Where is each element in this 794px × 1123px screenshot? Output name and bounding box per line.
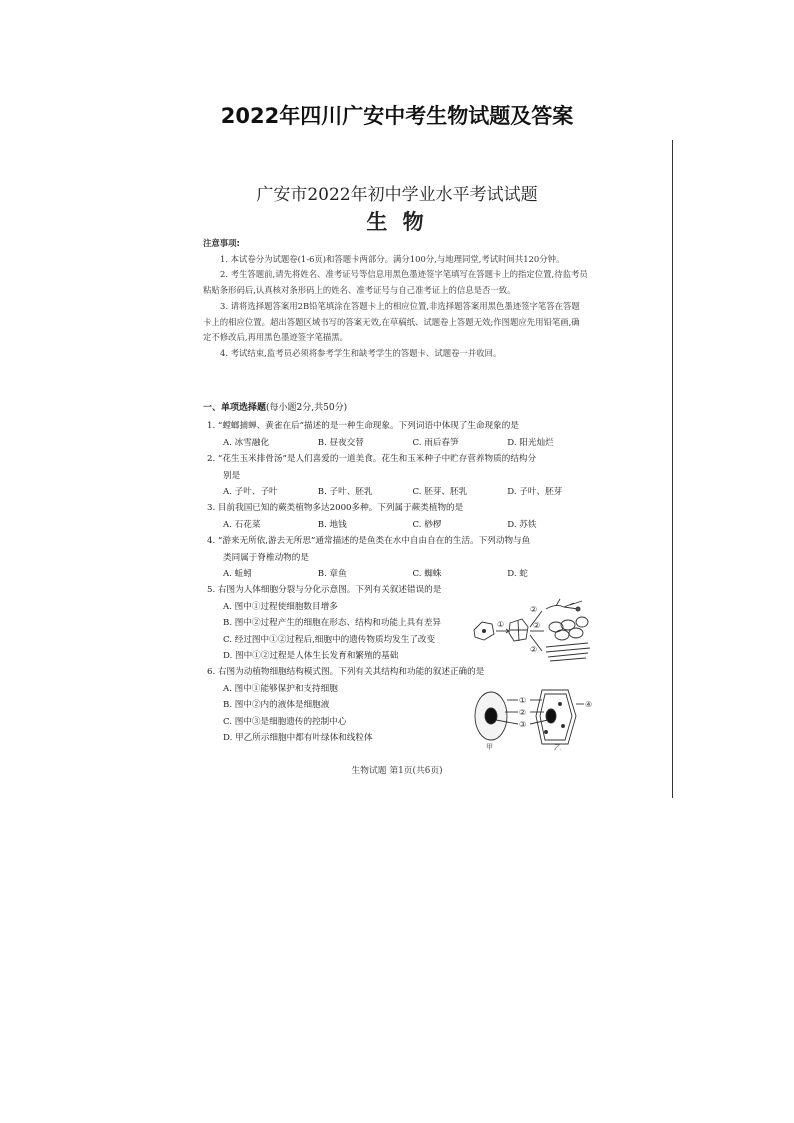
question-3 xyxy=(207,500,602,533)
label-4: ④ xyxy=(585,700,593,709)
notes-block xyxy=(203,236,588,362)
option-a: A. 图中①过程使细胞数目增多 xyxy=(223,601,338,612)
cell-division-figure xyxy=(470,597,595,665)
note-item: 3. 请将选择题答案用2B铅笔填涂在答题卡上的相应位置,非选择题答案用黑色墨迹签字笔答在答题卡上的相应位置。超出答题区域书写的答案无效,在草稿纸、试题卷上答题无效;作图题应先用铅笔画,确定不修改后,再用黑色墨迹签字笔描黑。 xyxy=(203,300,580,343)
question-stem: 4. “游来无所依,游去无所思”通常描述的是鱼类在水中自由自在的生活。下列动物与鱼 xyxy=(207,536,531,546)
section-heading xyxy=(203,400,347,413)
label-2c: ② xyxy=(530,645,538,654)
label-1: ① xyxy=(519,696,527,705)
question-stem: 1. “螳螂捕蝉、黄雀在后”描述的是一种生命现象。下列词语中体现了生命现象的是 xyxy=(207,421,519,431)
section-note: (每小题2分,共50分) xyxy=(266,403,348,413)
option-b: B. 子叶、胚乳 xyxy=(317,487,373,497)
label-2: ② xyxy=(519,708,527,717)
option-c: C. 蜘蛛 xyxy=(412,569,442,579)
option-b: B. 章鱼 xyxy=(317,569,347,579)
caption-jia: 甲 xyxy=(486,743,493,750)
option-d: D. 苏铁 xyxy=(507,519,537,530)
section-title: 一、单项选择题 xyxy=(203,403,267,413)
option-b: B. 图中②过程产生的细胞在形态、结构和功能上具有差异 xyxy=(223,618,442,628)
option-a: A. 蚯蚓 xyxy=(223,569,252,579)
note-item: 2. 考生答题前,请先将姓名、准考证号等信息用黑色墨迹签字笔填写在答题卡上的指定位置,待监考员粘贴条形码后,认真核对条形码上的姓名、准考证号与自己准考证上的信息是否一致。 xyxy=(203,269,588,296)
option-c: C. 图中③是细胞遗传的控制中心 xyxy=(223,716,347,727)
option-c: C. 桫椤 xyxy=(412,519,442,530)
note-item: 1. 本试卷分为试题卷(1-6页)和答题卡两部分。满分100分,与地理同堂,考试时间共120分钟。 xyxy=(220,253,565,264)
page-footer: 生物试题 第1页(共6页) xyxy=(351,766,443,776)
label-2b: ② xyxy=(533,621,541,630)
label-2a: ② xyxy=(530,605,538,614)
animal-nucleus xyxy=(485,708,497,724)
option-c: C. 雨后春笋 xyxy=(412,437,459,448)
note-item: 4. 考试结束,监考员必须将参考学生和缺考学生的答题卡、试题卷一并收回。 xyxy=(220,347,502,358)
plant-nucleus xyxy=(546,709,556,723)
question-stem: 6. 右图为动植物细胞结构模式图。下列有关其结构和功能的叙述正确的是 xyxy=(207,667,485,677)
option-d: D. 蛇 xyxy=(507,569,528,579)
question-stem: 3. 目前我国已知的蕨类植物多达2000多种。下列属于蕨类植物的是 xyxy=(207,503,464,513)
question-stem-cont: 类同属于脊椎动物的是 xyxy=(223,552,309,563)
notes-heading: 注意事项: xyxy=(203,238,240,248)
option-c: C. 经过图中①②过程后,细胞中的遗传物质均发生了改变 xyxy=(223,634,436,645)
label-1: ① xyxy=(497,620,505,629)
option-b: B. 图中②内的液体是细胞液 xyxy=(223,700,330,710)
option-d: D. 阳光灿烂 xyxy=(507,437,554,448)
option-a: A. 图中①能够保护和支持细胞 xyxy=(223,683,338,694)
question-2 xyxy=(207,451,602,501)
animal-plant-cell-figure xyxy=(468,686,598,750)
subject-title: 生 物 xyxy=(366,209,428,234)
question-1 xyxy=(207,418,602,451)
margin-line xyxy=(672,140,673,798)
question-stem: 5. 右图为人体细胞分裂与分化示意图。下列有关叙述错误的是 xyxy=(207,585,442,595)
question-4 xyxy=(207,533,602,583)
caption-yi: 乙 xyxy=(554,744,561,750)
option-d: D. 图中①②过程是人体生长发育和繁殖的基础 xyxy=(223,651,399,661)
option-c: C. 胚芽、胚乳 xyxy=(412,487,468,497)
question-stem-cont: 别是 xyxy=(223,470,241,481)
exam-title: 广安市2022年初中学业水平考试试题 xyxy=(256,185,538,205)
option-a: A. 冰雪融化 xyxy=(223,437,270,448)
option-a: A. 石花菜 xyxy=(223,519,261,530)
document-title: 2022年四川广安中考生物试题及答案 xyxy=(220,104,574,128)
question-stem: 2. “花生玉米排骨汤”是人们喜爱的一道美食。花生和玉米种子中贮存营养物质的结构分 xyxy=(207,454,537,464)
option-b: B. 昼夜交替 xyxy=(317,437,364,448)
option-b: B. 地钱 xyxy=(317,519,347,530)
muscle-cells xyxy=(546,643,590,661)
label-3: ③ xyxy=(519,720,527,729)
option-d: D. 子叶、胚芽 xyxy=(507,487,563,497)
option-a: A. 子叶、子叶 xyxy=(223,487,278,497)
option-d: D. 甲乙所示细胞中都有叶绿体和线粒体 xyxy=(223,733,373,743)
